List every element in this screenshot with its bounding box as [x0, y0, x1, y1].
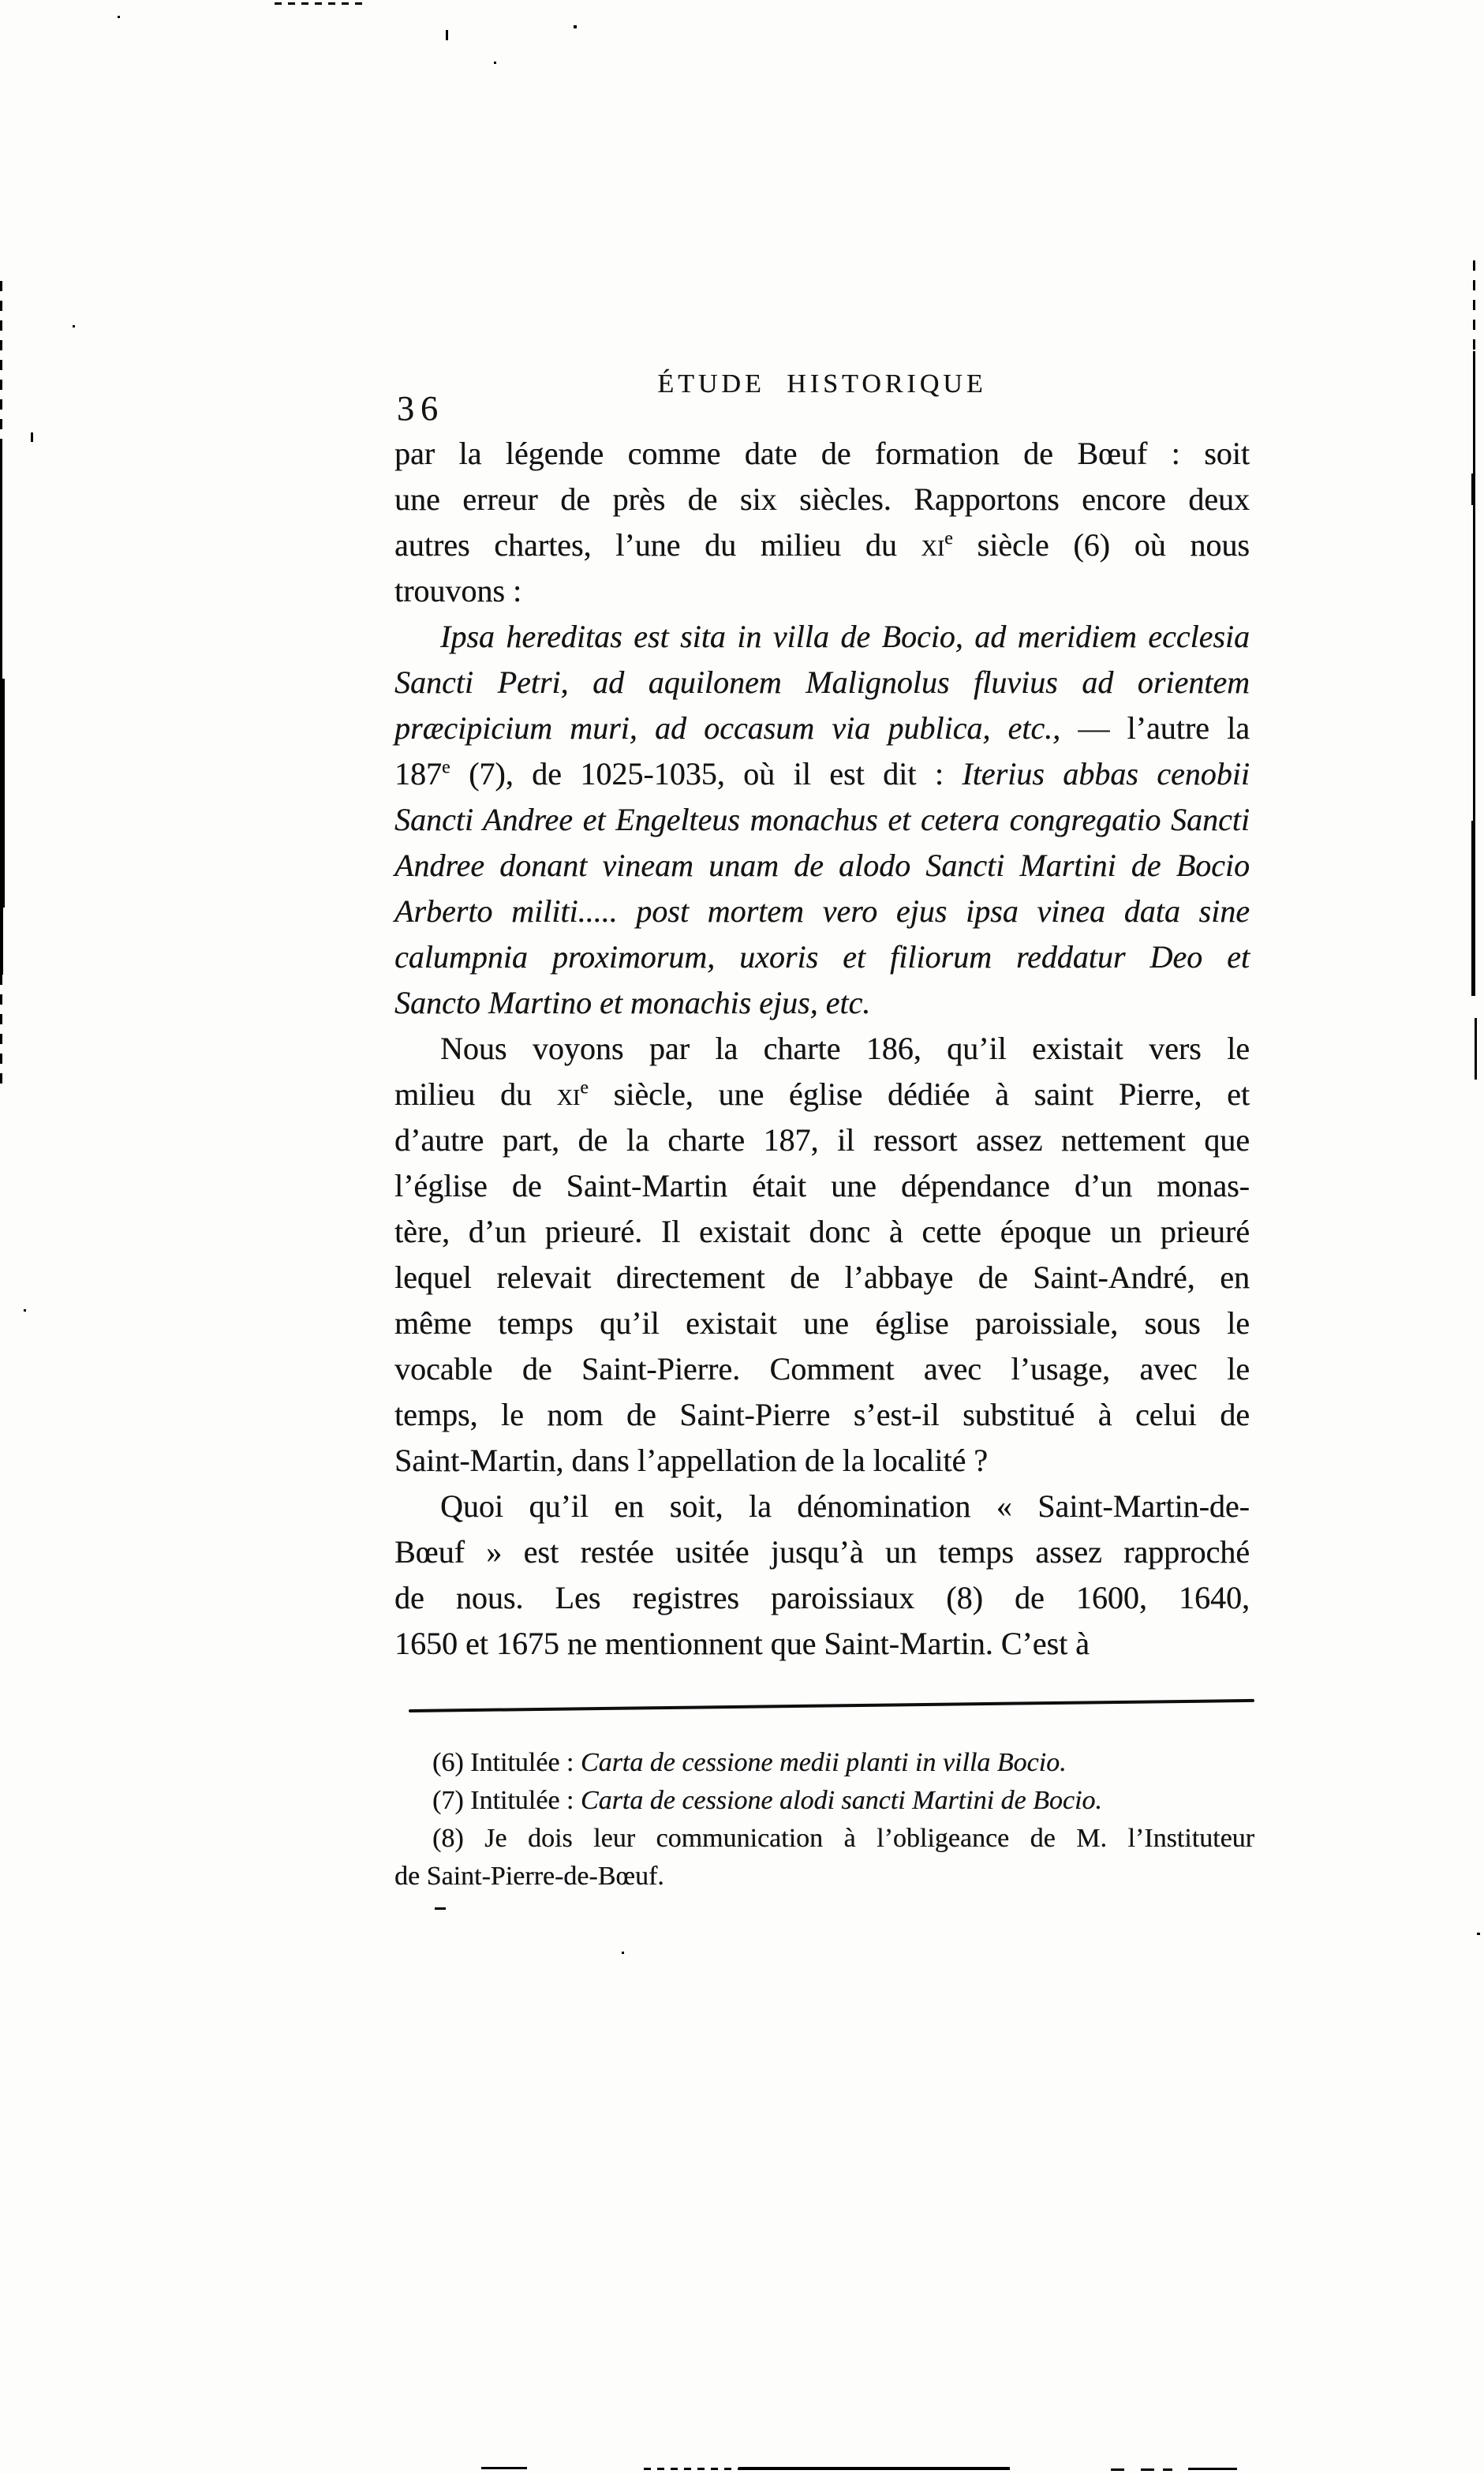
- text-line: [394, 1858, 1254, 1896]
- scan-artifact: [1471, 473, 1475, 505]
- text-line: [394, 1026, 1250, 1072]
- page-number: 36: [397, 389, 444, 428]
- text-segment: (6) Intitulée :: [432, 1748, 581, 1777]
- text-segment: trouvons :: [394, 573, 522, 608]
- italic-text: Sancti Petri, ad aquilonem Malignolus fluvius ad orientem: [394, 664, 1250, 700]
- text-segment: xi: [921, 527, 945, 563]
- text-segment: Quoi qu’il en soit, la dénomination « Saint-Martin-de-: [440, 1488, 1250, 1524]
- text-segment: vocable de Saint-Pierre. Comment avec l’usage, avec le: [394, 1351, 1250, 1387]
- italic-text: calumpnia proximorum, uxoris et filiorum reddatur Deo et: [394, 939, 1250, 975]
- scan-artifact: [435, 1907, 446, 1910]
- text-line: [394, 1782, 1254, 1820]
- text-line: [394, 1346, 1250, 1392]
- text-segment: xi: [556, 1076, 581, 1112]
- scan-artifact: [1471, 821, 1475, 996]
- text-segment: e: [580, 1077, 589, 1099]
- paragraph: [394, 431, 1250, 614]
- scan-artifact: [1475, 1018, 1477, 1080]
- text-line: [394, 1621, 1250, 1667]
- scan-artifact: [1473, 260, 1475, 350]
- text-line: [394, 980, 1250, 1026]
- text-line: [394, 751, 1250, 797]
- body-text: [394, 431, 1250, 1667]
- paragraph: [394, 1484, 1250, 1667]
- text-line: [394, 843, 1250, 889]
- text-segment: — l’autre la: [1060, 710, 1250, 746]
- text-line: [394, 1163, 1250, 1209]
- text-segment: e: [944, 528, 953, 549]
- text-segment: e: [442, 757, 450, 778]
- text-segment: siècle, une église dédiée à saint Pierre, et: [588, 1076, 1250, 1112]
- text-segment: siècle (6) où nous: [952, 527, 1250, 563]
- text-segment: l’église de Saint-Martin était une dépendance d’un monas-: [394, 1168, 1250, 1203]
- text-segment: (7), de 1025-1035, où il est dit :: [450, 756, 963, 792]
- footnotes: [394, 1744, 1254, 1896]
- text-segment: (7) Intitulée :: [432, 1786, 581, 1815]
- text-segment: temps, le nom de Saint-Pierre s’est-il substitué à celui de: [394, 1397, 1250, 1432]
- italic-text: Carta de cessione medii planti in villa Bocio.: [580, 1748, 1067, 1777]
- scan-artifact: [622, 1952, 624, 1954]
- text-segment: (8) Je dois leur communication à l’obligeance de M. l’Instituteur: [432, 1824, 1254, 1853]
- italic-text: Arberto militi..... post mortem vero ejus ipsa vinea data sine: [394, 893, 1250, 929]
- scan-artifact: [738, 2467, 1010, 2470]
- text-segment: 187: [394, 756, 442, 792]
- scan-artifact: [0, 281, 2, 442]
- text-line: [394, 1820, 1254, 1858]
- scan-artifact: [494, 62, 496, 64]
- text-line: [394, 1575, 1250, 1621]
- scan-artifact: [1477, 1933, 1480, 1935]
- text-segment: Saint-Martin, dans l’appellation de la localité ?: [394, 1443, 988, 1478]
- text-line: [394, 522, 1250, 568]
- text-line: [394, 568, 1250, 614]
- text-segment: d’autre part, de la charte 187, il ressort assez nettement que: [394, 1122, 1250, 1158]
- scan-artifact: [0, 908, 3, 975]
- text-line: [394, 477, 1250, 522]
- paragraph: [394, 1026, 1250, 1484]
- text-line: [394, 660, 1250, 706]
- italic-text: Andree donant vineam unam de alodo Sancti Martini de Bocio: [394, 848, 1250, 883]
- scan-artifact: [31, 432, 33, 442]
- text-segment: par la légende comme date de formation de Bœuf : soit: [394, 436, 1250, 471]
- text-line: [394, 889, 1250, 934]
- text-segment: autres chartes, l’une du milieu du: [394, 527, 921, 563]
- text-segment: une erreur de près de six siècles. Rapportons encore deux: [394, 481, 1250, 517]
- text-line: [394, 1438, 1250, 1484]
- italic-text: Ipsa hereditas est sita in villa de Bocio, ad meridiem ecclesia: [440, 619, 1250, 654]
- text-segment: Bœuf » est restée usitée jusqu’à un temps assez rapproché: [394, 1534, 1250, 1570]
- text-line: [394, 1484, 1250, 1529]
- scan-artifact: [24, 1309, 26, 1312]
- scan-artifact: [644, 2468, 738, 2470]
- scan-artifact: [1163, 2468, 1172, 2471]
- footnote-separator: [409, 1699, 1254, 1712]
- text-line: [394, 1255, 1250, 1301]
- text-line: [394, 1117, 1250, 1163]
- text-line: [394, 797, 1250, 843]
- text-line: [394, 1209, 1250, 1255]
- text-segment: même temps qu’il existait une église paroissiale, sous le: [394, 1305, 1250, 1341]
- text-segment: tère, d’un prieuré. Il existait donc à cette époque un prieuré: [394, 1214, 1250, 1249]
- scan-artifact: [73, 325, 75, 327]
- italic-text: Carta de cessione alodi sancti Martini de Bocio.: [580, 1786, 1102, 1815]
- scan-artifact: [574, 25, 577, 28]
- scan-artifact: [446, 30, 448, 40]
- scan-artifact: [1188, 2468, 1237, 2470]
- text-line: [394, 706, 1250, 751]
- italic-text: Sancti Andree et Engelteus monachus et cetera congregatio Sancti: [394, 802, 1250, 837]
- text-line: [394, 1392, 1250, 1438]
- text-line: [394, 1072, 1250, 1117]
- text-line: [394, 431, 1250, 477]
- text-segment: lequel relevait directement de l’abbaye de Saint-André, en: [394, 1259, 1250, 1295]
- text-line: [394, 1744, 1254, 1782]
- paragraph: [394, 614, 1250, 1026]
- text-segment: de Saint-Pierre-de-Bœuf.: [394, 1862, 664, 1891]
- text-segment: milieu du: [394, 1076, 557, 1112]
- text-line: [394, 1301, 1250, 1346]
- scan-artifact: [0, 975, 2, 1093]
- text-line: [394, 614, 1250, 660]
- scan-artifact: [481, 2467, 527, 2469]
- scan-artifact: [0, 442, 2, 679]
- italic-text: præcipicium muri, ad occasum via publica, etc.,: [394, 710, 1061, 746]
- scan-artifact: [275, 2, 363, 5]
- text-segment: Nous voyons par la charte 186, qu’il existait vers le: [440, 1031, 1250, 1066]
- text-line: [394, 934, 1250, 980]
- scan-artifact: [0, 679, 5, 908]
- text-segment: de nous. Les registres paroissiaux (8) de 1600, 1640,: [394, 1580, 1250, 1615]
- scan-artifact: [1141, 2468, 1154, 2471]
- scan-artifact: [1111, 2468, 1124, 2471]
- italic-text: Iterius abbas cenobii: [962, 756, 1250, 792]
- running-header: ÉTUDE HISTORIQUE: [657, 369, 987, 399]
- text-line: [394, 1529, 1250, 1575]
- italic-text: Sancto Martino et monachis ejus, etc.: [394, 985, 871, 1020]
- scan-artifact: [118, 16, 120, 18]
- text-segment: 1650 et 1675 ne mentionnent que Saint-Martin. C’est à: [394, 1626, 1090, 1661]
